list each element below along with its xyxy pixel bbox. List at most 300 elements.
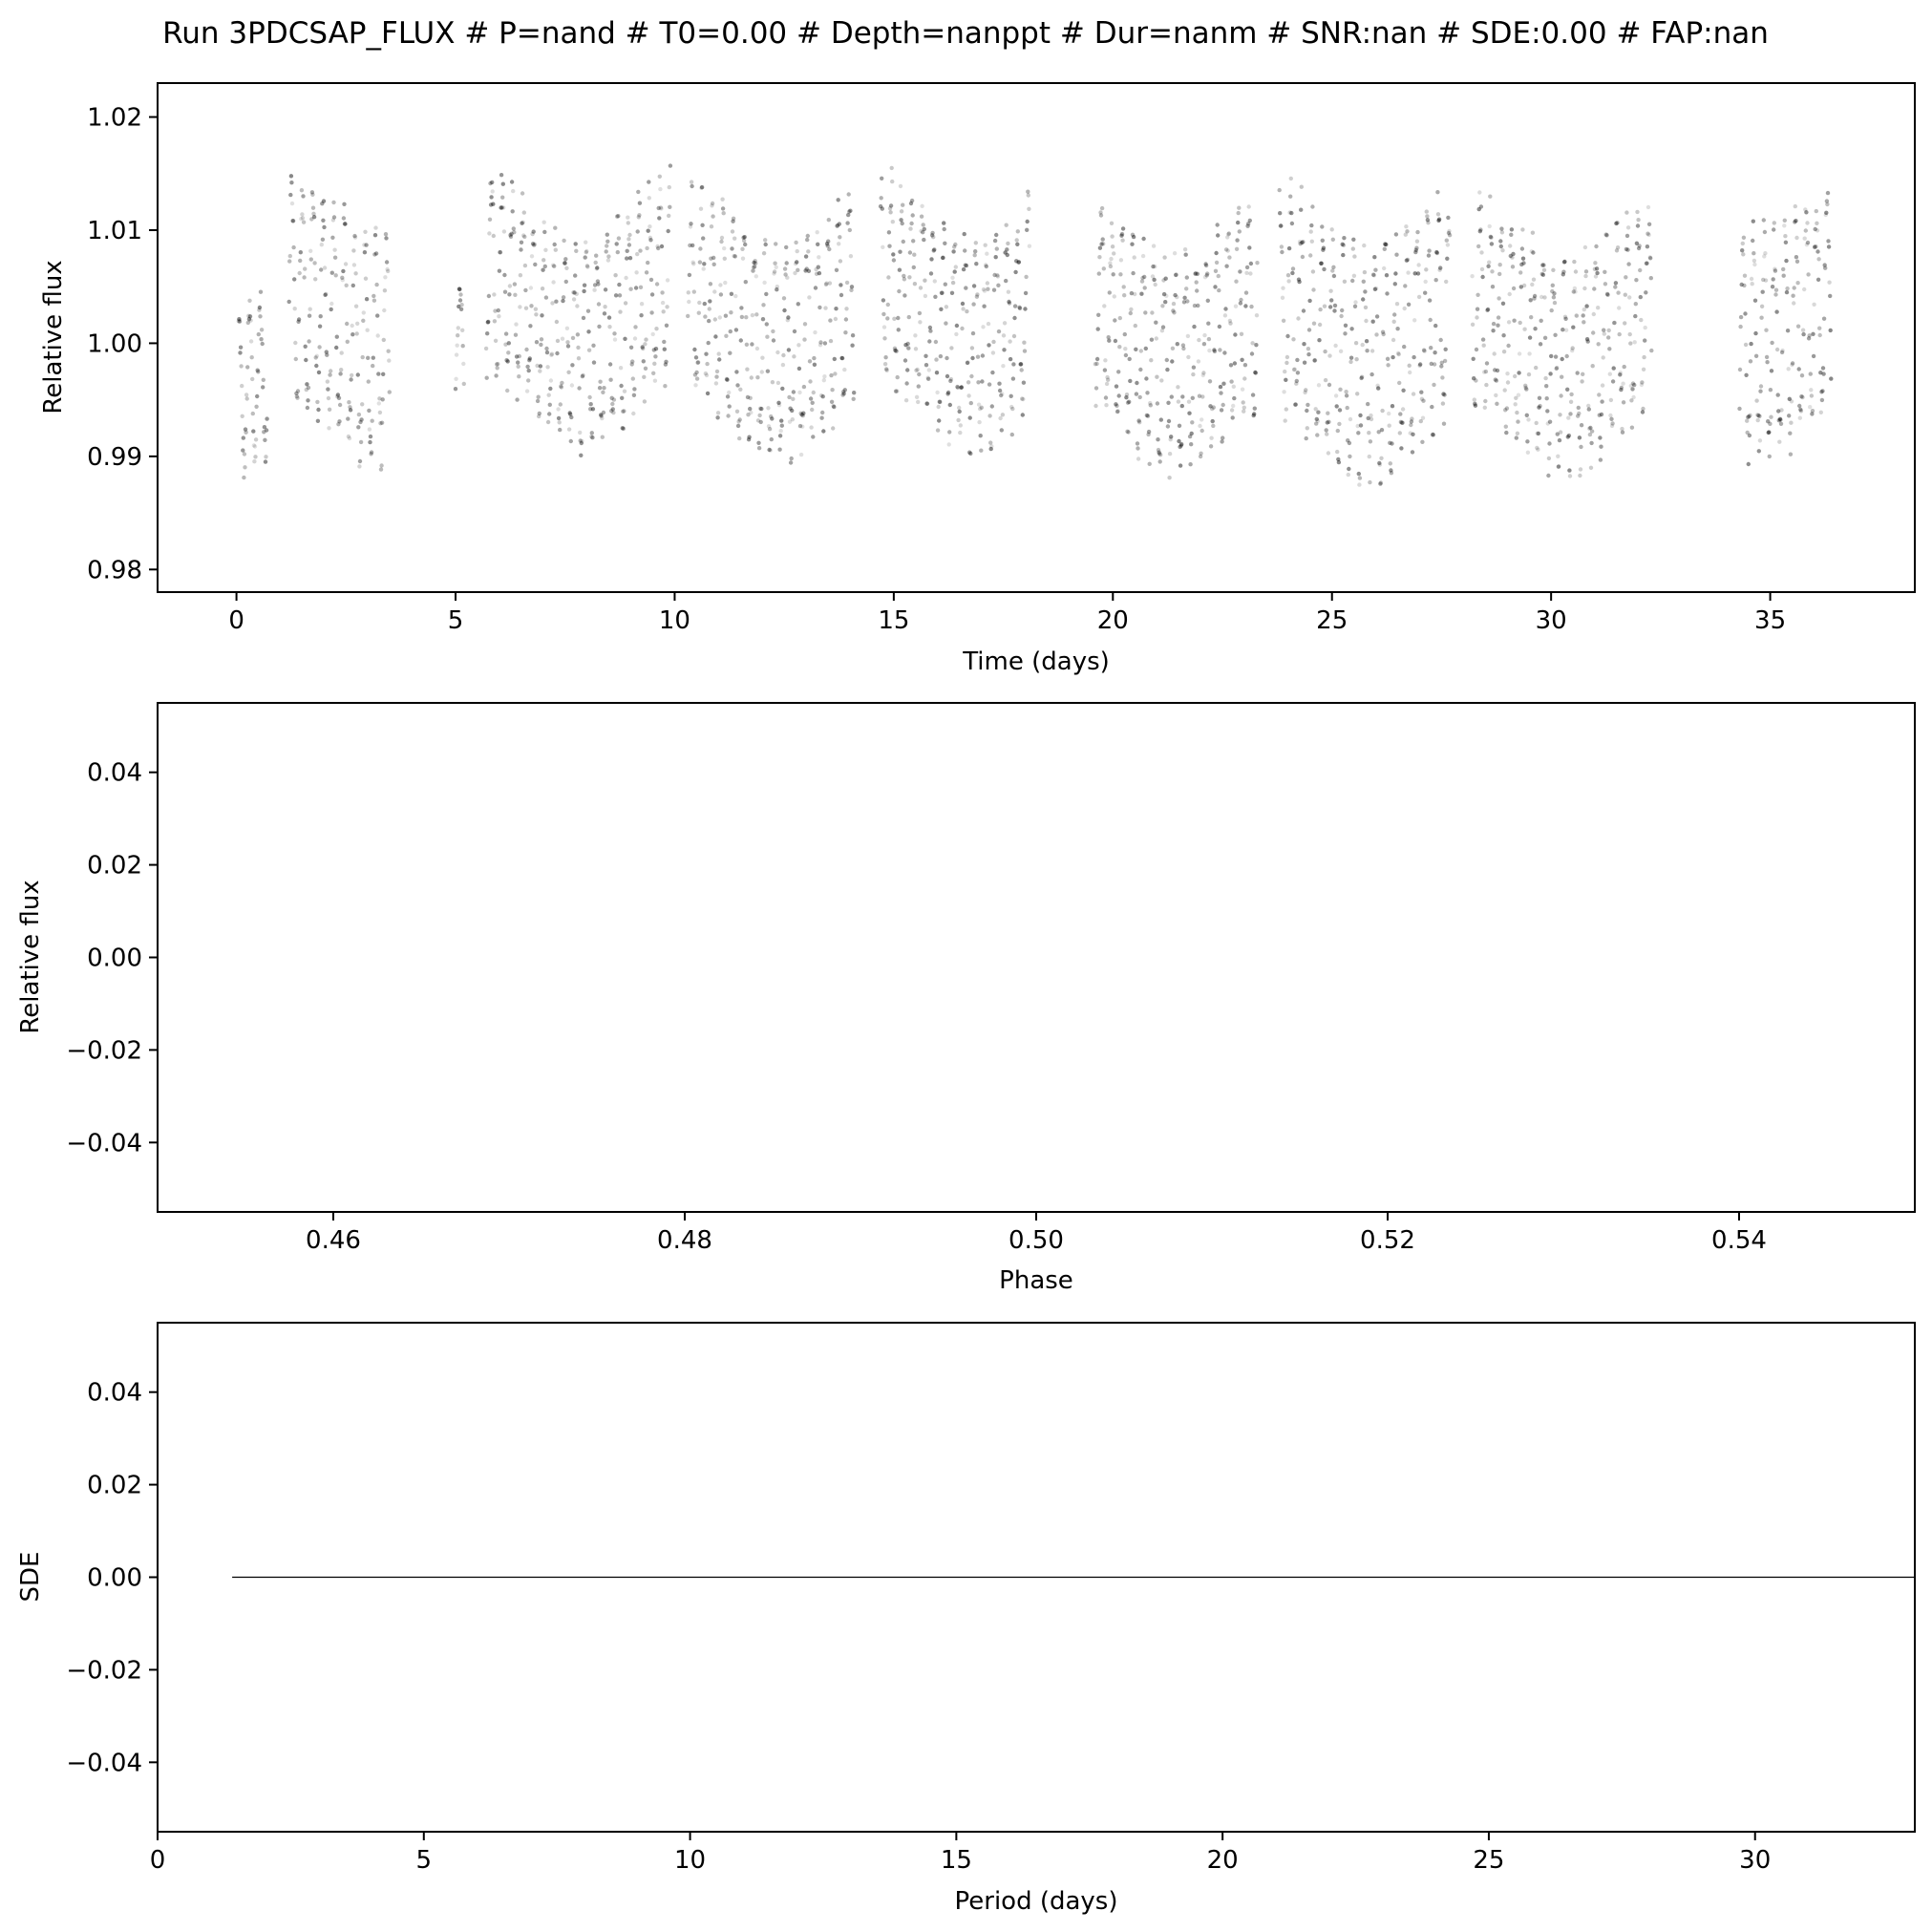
flux-point — [724, 314, 728, 318]
flux-point — [1771, 285, 1774, 288]
flux-point — [1774, 309, 1778, 313]
flux-point — [1133, 255, 1136, 259]
flux-point — [885, 316, 889, 320]
flux-point — [1369, 439, 1372, 443]
flux-point — [639, 313, 643, 317]
flux-point — [365, 297, 369, 301]
flux-point — [250, 355, 254, 359]
flux-point — [1114, 339, 1117, 343]
flux-point — [715, 370, 719, 373]
flux-point — [1281, 296, 1284, 300]
flux-point — [1310, 240, 1314, 244]
flux-point — [1249, 305, 1253, 308]
flux-point — [514, 322, 518, 326]
flux-point — [1495, 402, 1498, 406]
flux-point — [963, 232, 966, 236]
flux-point — [1806, 272, 1810, 276]
flux-point — [616, 214, 620, 218]
flux-point — [1499, 244, 1503, 248]
flux-point — [901, 203, 904, 207]
flux-point — [1486, 308, 1490, 311]
flux-point — [704, 352, 708, 356]
flux-point — [916, 400, 920, 404]
flux-point — [528, 324, 532, 328]
flux-point — [939, 308, 943, 311]
flux-point — [1383, 247, 1387, 251]
flux-point — [816, 230, 819, 234]
flux-point — [555, 351, 559, 355]
flux-point — [669, 163, 672, 167]
flux-point — [776, 381, 780, 385]
flux-point — [1122, 293, 1126, 297]
flux-point — [1343, 280, 1347, 284]
flux-point — [1380, 428, 1384, 432]
flux-point — [1111, 244, 1115, 248]
flux-point — [504, 331, 508, 335]
flux-point — [1500, 248, 1504, 252]
flux-point — [962, 267, 966, 271]
flux-point — [623, 337, 626, 341]
flux-point — [457, 287, 461, 291]
flux-point — [321, 238, 325, 242]
flux-point — [1521, 261, 1525, 265]
flux-point — [686, 314, 690, 318]
flux-point — [1342, 236, 1346, 240]
flux-point — [994, 233, 998, 237]
flux-point — [537, 395, 541, 399]
flux-point — [945, 374, 949, 378]
flux-point — [887, 230, 891, 234]
flux-point — [1495, 378, 1498, 382]
flux-point — [880, 177, 883, 180]
flux-point — [894, 350, 898, 353]
flux-point — [1296, 371, 1300, 374]
flux-point — [1253, 407, 1257, 411]
flux-point — [982, 305, 986, 308]
flux-point — [456, 333, 459, 337]
flux-point — [1021, 413, 1025, 416]
flux-point — [1589, 466, 1593, 470]
flux-point — [1109, 265, 1113, 268]
flux-point — [1560, 328, 1564, 331]
flux-point — [622, 409, 626, 413]
flux-point — [1351, 238, 1355, 242]
flux-point — [1595, 271, 1599, 275]
flux-point — [1539, 319, 1543, 323]
flux-point — [648, 224, 651, 228]
flux-point — [1348, 455, 1351, 458]
flux-point — [1563, 317, 1567, 321]
flux-point — [950, 291, 954, 295]
flux-point — [1320, 224, 1324, 228]
flux-point — [1354, 341, 1358, 345]
flux-point — [1186, 334, 1190, 338]
flux-point — [1216, 233, 1220, 237]
flux-point — [1441, 401, 1445, 405]
flux-point — [1325, 432, 1328, 435]
flux-point — [1402, 345, 1406, 349]
flux-point — [1543, 336, 1547, 340]
flux-point — [1769, 415, 1773, 419]
flux-point — [1608, 372, 1612, 376]
y-axis — [66, 759, 158, 1158]
flux-point — [1010, 433, 1014, 436]
flux-point — [251, 412, 255, 415]
flux-point — [485, 376, 489, 380]
flux-point — [1149, 358, 1153, 362]
flux-point — [1423, 291, 1427, 295]
flux-point — [1127, 400, 1131, 404]
flux-point — [1364, 306, 1368, 309]
flux-point — [359, 440, 363, 444]
flux-point — [1211, 424, 1215, 428]
flux-point — [1191, 372, 1195, 376]
flux-point — [1757, 449, 1761, 453]
flux-point — [533, 243, 537, 246]
flux-point — [325, 353, 329, 357]
flux-point — [1367, 431, 1370, 435]
flux-point — [379, 467, 383, 471]
flux-point — [613, 273, 617, 277]
flux-point — [765, 335, 769, 339]
flux-point — [385, 260, 389, 264]
flux-point — [745, 368, 749, 372]
flux-point — [1785, 290, 1789, 294]
flux-point — [1366, 402, 1369, 406]
flux-point — [1772, 227, 1775, 231]
flux-point — [759, 420, 763, 424]
flux-point — [1595, 266, 1599, 270]
flux-point — [366, 329, 370, 332]
flux-point — [1630, 387, 1634, 391]
flux-point — [765, 322, 769, 326]
flux-point — [708, 299, 711, 303]
flux-point — [781, 353, 785, 357]
flux-point — [1120, 239, 1124, 243]
flux-point — [1444, 280, 1448, 284]
flux-point — [1636, 218, 1640, 222]
flux-point — [974, 262, 978, 265]
flux-point — [629, 346, 633, 350]
flux-point — [656, 246, 660, 250]
y-tick-label: 0.98 — [87, 556, 142, 585]
flux-point — [458, 292, 462, 296]
flux-point — [577, 386, 581, 390]
flux-point — [614, 293, 618, 297]
flux-point — [724, 334, 728, 338]
flux-point — [619, 384, 623, 388]
flux-point — [570, 363, 574, 367]
x-tick-label: 20 — [1206, 1846, 1239, 1875]
flux-point — [1387, 412, 1391, 415]
flux-point — [1496, 369, 1499, 372]
flux-point — [1233, 332, 1237, 336]
flux-point — [660, 290, 664, 294]
flux-point — [733, 254, 737, 258]
flux-point — [968, 415, 972, 419]
flux-point — [760, 370, 764, 373]
flux-point — [484, 347, 488, 350]
flux-point — [718, 315, 722, 319]
flux-point — [632, 393, 636, 397]
flux-point — [1134, 348, 1137, 351]
flux-point — [793, 329, 796, 333]
flux-point — [790, 409, 794, 413]
flux-point — [775, 265, 778, 269]
flux-point — [1395, 302, 1399, 306]
flux-point — [1474, 404, 1477, 408]
flux-point — [1254, 371, 1258, 374]
flux-point — [739, 306, 743, 309]
flux-point — [606, 254, 610, 258]
flux-point — [1556, 455, 1560, 458]
flux-point — [762, 281, 766, 285]
flux-point — [501, 205, 505, 209]
flux-point — [1185, 299, 1189, 303]
flux-point — [638, 248, 642, 252]
flux-point — [294, 357, 298, 361]
flux-point — [766, 406, 770, 410]
flux-point — [1218, 325, 1221, 329]
flux-point — [323, 265, 327, 269]
flux-point — [687, 290, 690, 294]
flux-point — [534, 312, 538, 316]
flux-point — [308, 249, 312, 253]
flux-point — [1178, 463, 1182, 467]
flux-point — [715, 415, 719, 419]
flux-point — [1569, 400, 1573, 404]
flux-point — [1433, 350, 1436, 354]
flux-point — [1644, 326, 1647, 329]
flux-point — [1478, 227, 1482, 231]
flux-point — [1021, 397, 1025, 401]
flux-point — [1405, 229, 1409, 233]
flux-point — [1192, 325, 1196, 329]
flux-point — [506, 350, 510, 354]
x-tick-label: 30 — [1535, 606, 1567, 635]
flux-point — [721, 206, 725, 210]
flux-point — [1213, 350, 1217, 353]
flux-point — [1512, 319, 1516, 323]
flux-point — [791, 397, 795, 401]
flux-point — [726, 414, 730, 417]
flux-point — [807, 295, 811, 299]
flux-point — [713, 317, 717, 321]
flux-point — [812, 356, 816, 360]
flux-point — [541, 268, 544, 272]
flux-point — [822, 374, 826, 378]
flux-point — [646, 261, 649, 265]
flux-point — [779, 429, 783, 433]
flux-point — [660, 244, 664, 248]
flux-point — [720, 236, 724, 240]
flux-point — [560, 381, 563, 385]
flux-point — [1248, 271, 1252, 275]
flux-point — [986, 287, 989, 291]
flux-point — [1433, 362, 1436, 366]
flux-point — [1155, 375, 1158, 379]
flux-point — [631, 376, 635, 380]
flux-point — [351, 284, 355, 287]
flux-point — [1369, 372, 1373, 376]
flux-point — [1561, 270, 1565, 274]
flux-point — [1192, 366, 1196, 370]
flux-point — [1279, 223, 1283, 227]
y-tick-label: 1.01 — [87, 216, 142, 245]
flux-point — [1479, 250, 1483, 254]
flux-point — [1115, 404, 1118, 408]
flux-point — [1743, 274, 1747, 278]
flux-point — [944, 283, 947, 287]
x-tick-label: 5 — [415, 1846, 433, 1875]
flux-point — [966, 360, 969, 364]
flux-point — [772, 338, 775, 342]
flux-point — [1408, 364, 1412, 368]
flux-point — [1003, 321, 1007, 325]
flux-point — [1182, 296, 1186, 300]
flux-point — [851, 333, 855, 337]
flux-point — [295, 396, 299, 400]
flux-point — [827, 218, 831, 222]
flux-point — [319, 314, 323, 318]
flux-point — [1445, 239, 1449, 243]
flux-point — [706, 392, 710, 395]
flux-point — [883, 362, 887, 366]
flux-point — [1432, 433, 1435, 436]
flux-point — [1394, 232, 1398, 236]
flux-point — [1603, 331, 1606, 335]
flux-point — [912, 265, 916, 269]
flux-point — [1403, 284, 1407, 287]
flux-point — [1582, 287, 1586, 290]
flux-point — [1568, 412, 1572, 415]
flux-point — [738, 388, 742, 392]
flux-point — [795, 260, 798, 264]
flux-point — [1818, 333, 1822, 337]
flux-point — [1542, 295, 1546, 299]
flux-point — [1577, 412, 1581, 415]
flux-point — [1785, 287, 1789, 290]
flux-point — [553, 243, 557, 246]
flux-point — [324, 292, 328, 296]
flux-point — [1372, 255, 1376, 259]
flux-point — [1491, 329, 1495, 332]
flux-point — [987, 414, 991, 417]
flux-point — [337, 419, 341, 423]
flux-point — [822, 378, 826, 382]
flux-point — [590, 435, 594, 439]
flux-point — [461, 344, 465, 348]
flux-point — [1538, 404, 1541, 408]
x-tick-label: 30 — [1739, 1846, 1772, 1875]
flux-point — [1202, 342, 1206, 346]
flux-point — [763, 238, 767, 242]
flux-point — [1323, 350, 1327, 353]
flux-point — [1149, 403, 1153, 407]
flux-point — [1255, 313, 1259, 317]
flux-point — [1508, 244, 1512, 247]
flux-point — [1008, 357, 1012, 361]
flux-point — [924, 363, 928, 367]
flux-point — [1799, 409, 1803, 413]
flux-point — [1322, 267, 1326, 271]
flux-point — [591, 407, 595, 411]
y-tick-label: −0.02 — [66, 1656, 142, 1686]
flux-point — [1384, 243, 1388, 246]
flux-point — [255, 394, 259, 398]
flux-point — [1110, 234, 1114, 238]
flux-point — [801, 412, 805, 415]
flux-point — [1217, 288, 1221, 292]
flux-point — [1783, 234, 1787, 238]
flux-point — [1120, 232, 1124, 236]
flux-point — [996, 274, 1000, 278]
flux-point — [1008, 339, 1011, 343]
flux-point — [564, 266, 568, 270]
flux-point — [322, 199, 326, 202]
flux-point — [917, 384, 921, 388]
flux-point — [976, 355, 980, 359]
flux-point — [1385, 273, 1389, 277]
flux-point — [756, 441, 760, 445]
flux-point — [1152, 244, 1156, 247]
flux-point — [707, 341, 711, 345]
flux-point — [1357, 472, 1361, 476]
flux-point — [575, 292, 579, 296]
flux-point — [764, 292, 768, 296]
flux-point — [1135, 392, 1138, 395]
flux-point — [945, 305, 948, 308]
flux-point — [458, 298, 462, 302]
flux-point — [1416, 263, 1420, 266]
flux-point — [1410, 416, 1413, 420]
flux-point — [839, 259, 842, 263]
flux-point — [1161, 325, 1165, 329]
flux-point — [1539, 342, 1542, 346]
flux-point — [1331, 265, 1335, 269]
flux-point — [1753, 299, 1757, 303]
flux-point — [744, 280, 748, 284]
flux-point — [834, 307, 838, 310]
flux-point — [1424, 280, 1428, 284]
flux-point — [1327, 383, 1331, 387]
flux-point — [1758, 390, 1762, 393]
flux-point — [1500, 230, 1504, 234]
flux-point — [805, 238, 809, 242]
flux-point — [1202, 333, 1206, 337]
x-axis — [306, 1212, 1767, 1255]
flux-point — [349, 408, 352, 412]
flux-point — [1207, 337, 1211, 341]
flux-point — [520, 241, 523, 244]
flux-point — [1768, 455, 1772, 458]
flux-point — [293, 307, 297, 310]
flux-point — [996, 284, 1000, 287]
flux-point — [1800, 395, 1804, 399]
flux-point — [1352, 254, 1356, 258]
flux-point — [1645, 244, 1649, 248]
flux-point — [998, 416, 1002, 420]
flux-point — [899, 218, 902, 222]
flux-point — [1113, 318, 1116, 322]
flux-point — [1011, 362, 1015, 366]
flux-point — [1742, 284, 1746, 287]
flux-point — [735, 410, 739, 414]
flux-point — [1550, 308, 1554, 312]
flux-point — [1010, 407, 1014, 411]
flux-point — [302, 221, 306, 224]
flux-point — [582, 316, 585, 320]
